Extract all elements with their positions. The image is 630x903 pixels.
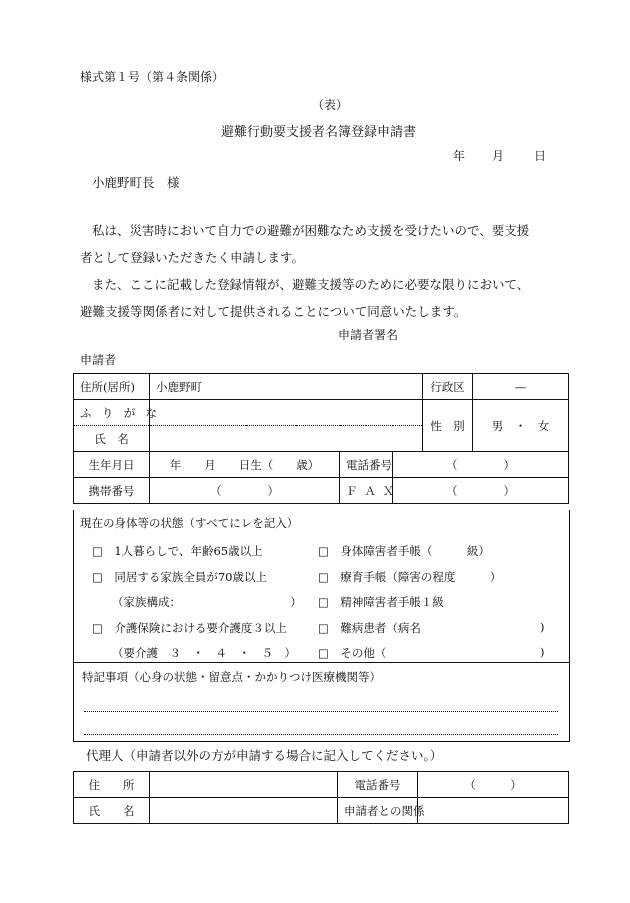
page-title: 避難行動要支援者名簿登録申請書 — [221, 125, 417, 140]
agent-table — [73, 771, 569, 824]
check-intractable-disease[interactable]: □ 難病患者（病名 — [318, 621, 421, 635]
paragraph2-line1: また、ここに記載した登録情報が、避難支援等のために必要な限りにおいて、 — [92, 277, 530, 292]
name-label: 氏 名 — [74, 426, 150, 452]
check-rehabilitation-notebook[interactable]: □ 療育手帳（障害の程度 ） — [318, 570, 502, 584]
signature-label: 申請者署名 — [338, 328, 399, 342]
consent-text — [80, 217, 572, 325]
agent-name-field[interactable] — [150, 798, 338, 824]
care-level-options[interactable]: （要介護 ３ ・ ４ ・ ５ ） — [112, 646, 296, 660]
agent-address-label: 住 所 — [74, 772, 150, 798]
notes-label: 特記事項（心身の状態・留意点・かかりつけ医療機関等） — [82, 670, 381, 684]
status-section — [73, 510, 570, 663]
date-year: 年 — [453, 149, 466, 163]
agent-phone-field[interactable]: （ ） — [418, 772, 569, 798]
paragraph2-line2: 避難支援等関係者に対して提供されることについて同意いたします。 — [80, 304, 467, 319]
address-label: 住所(居所) — [74, 374, 150, 400]
date-day: 日 — [534, 149, 547, 163]
check-mental-disability[interactable]: □ 精神障害者手帳１級 — [318, 595, 444, 609]
district-field[interactable]: — — [473, 374, 569, 400]
fax-field[interactable]: （ ） — [393, 478, 569, 504]
phone-label: 電話番号 — [340, 452, 393, 478]
gender-label: 性 別 — [423, 400, 473, 452]
paragraph1-line1: 私は、災害時において自力での避難が困難なため支援を受けたいので、要支援 — [92, 223, 530, 238]
agent-relation-label: 申請者との関係 — [338, 798, 418, 824]
status-heading: 現在の身体等の状態（すべてにレを記入） — [80, 516, 299, 530]
agent-heading: 代理人（申請者以外の方が申請する場合に記入してください。） — [86, 748, 443, 763]
furigana-label: ふりがな — [74, 400, 150, 426]
birthdate-field[interactable]: 年 月 日生（ 歳） — [150, 452, 340, 478]
check-living-alone[interactable]: □ 1人暮らしで、年齢65歳以上 — [92, 544, 263, 558]
name-field[interactable] — [150, 426, 423, 452]
family-composition-field[interactable]: （家族構成： ） — [112, 595, 302, 609]
phone-field[interactable]: （ ） — [393, 452, 569, 478]
check-physical-disability[interactable]: □ 身体障害者手帳（ 級） — [318, 544, 490, 558]
form-number: 様式第１号（第４条関係） — [80, 70, 225, 84]
agent-address-field[interactable] — [150, 772, 338, 798]
notes-line-1[interactable] — [84, 711, 558, 712]
mobile-field[interactable]: （ ） — [150, 478, 340, 504]
check-other[interactable]: □ その他（ — [318, 646, 387, 660]
notes-line-2[interactable] — [84, 734, 558, 735]
fax-label: ＦＡＸ — [340, 478, 393, 504]
disease-close-paren: ) — [540, 620, 545, 634]
furigana-field[interactable] — [150, 400, 423, 426]
applicant-table — [73, 373, 569, 504]
birthdate-label: 生年月日 — [74, 452, 150, 478]
district-label: 行政区 — [423, 374, 473, 400]
agent-name-label: 氏 名 — [74, 798, 150, 824]
check-family-over-70[interactable]: □ 同居する家族全員が70歳以上 — [92, 570, 267, 584]
date-month: 月 — [492, 149, 505, 163]
other-close-paren: ) — [540, 645, 545, 659]
address-field[interactable]: 小鹿野町 — [150, 374, 423, 400]
paragraph1-line2: 者として登録いただきたく申請します。 — [80, 250, 305, 265]
gender-field[interactable]: 男 ・ 女 — [473, 400, 569, 452]
agent-phone-label: 電話番号 — [338, 772, 418, 798]
mobile-label: 携帯番号 — [74, 478, 150, 504]
applicant-heading: 申請者 — [80, 353, 117, 367]
side-label: （表） — [312, 98, 349, 112]
check-care-level[interactable]: □ 介護保険における要介護度３以上 — [92, 621, 287, 635]
agent-relation-field[interactable] — [418, 798, 569, 824]
addressee: 小鹿野町長 様 — [92, 175, 180, 190]
